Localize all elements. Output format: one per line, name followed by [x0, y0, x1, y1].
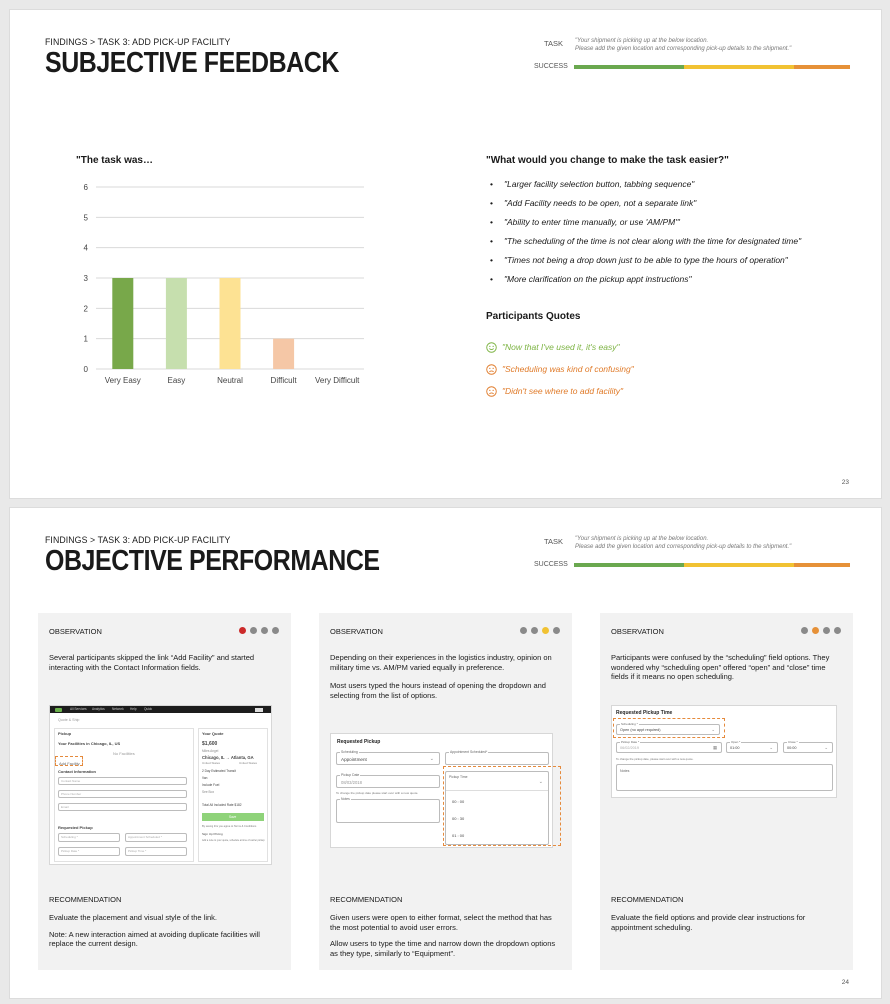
close-time-select[interactable]	[783, 742, 833, 753]
paragraph: Evaluate the placement and visual style of the link.	[49, 913, 218, 922]
field-label: Pickup Date	[341, 773, 360, 777]
recommendation-label: RECOMMENDATION	[330, 895, 403, 904]
suggestion-text: "More clarification on the pickup appt instructions"	[504, 274, 692, 284]
success-label: SUCCESS	[534, 561, 568, 568]
slide-title: SUBJECTIVE FEEDBACK	[45, 47, 339, 79]
field-label: Scheduling	[341, 750, 358, 754]
quote-panel	[198, 728, 268, 862]
y-tick-label: 5	[83, 213, 88, 223]
y-tick-label: 3	[83, 274, 88, 283]
field-label: Phone Number	[61, 792, 82, 796]
field-label: Appointment Scheduled *	[128, 835, 162, 839]
save-button[interactable]	[202, 813, 264, 821]
task-line: "Your shipment is picking up at the below location.	[575, 38, 709, 44]
paragraph: Several participants skipped the link “Add Facility” and started interacting with the Contact Information fields.	[49, 653, 255, 672]
calendar-icon[interactable]: ▦	[712, 745, 717, 750]
recommendation-text	[611, 913, 843, 939]
list-item	[490, 255, 801, 274]
time-option[interactable]: 01 : 00	[452, 833, 465, 838]
field-value: 08/03/2018	[341, 780, 362, 785]
paragraph: Allow users to type the time and narrow down the dropdown options as they type, similarly to “Equipment”.	[330, 939, 556, 958]
option-item: 2 Day Estimated Transit	[202, 769, 236, 773]
bullet-icon: •	[490, 198, 493, 208]
severity-dot	[272, 627, 279, 634]
observation-text	[49, 653, 281, 681]
recommendation-label: RECOMMENDATION	[611, 895, 684, 904]
bar	[112, 278, 133, 369]
success-bar-segment	[574, 65, 684, 69]
option-item: See Box	[202, 790, 215, 794]
route-country: United States	[239, 761, 258, 765]
bullet-icon: •	[490, 236, 493, 246]
field-label: Open *	[731, 740, 741, 744]
slide-objective-performance	[9, 507, 882, 999]
chevron-down-icon: ⌄	[429, 756, 434, 762]
chart-title: "The task was…	[76, 155, 153, 166]
task-line: Please add the given location and corresponding pick-up details to the shipment."	[575, 46, 792, 52]
severity-dots	[239, 627, 279, 634]
pickup-panel	[54, 728, 194, 862]
list-item	[490, 198, 801, 217]
finding-card	[319, 613, 572, 970]
severity-dot	[520, 627, 527, 634]
suggestion-text: "Add Facility needs to be open, not a separate link"	[504, 198, 697, 208]
terms-text: By saving this you agree to Terms & Conditions	[202, 825, 257, 828]
bar	[220, 278, 241, 369]
severity-dot	[250, 627, 257, 634]
notes-field[interactable]	[616, 764, 833, 791]
bullet-icon: •	[490, 217, 493, 227]
appointment-select[interactable]	[445, 752, 549, 765]
task-label: TASK	[544, 39, 564, 48]
success-bar-segment	[794, 563, 850, 567]
y-tick-label: 4	[83, 243, 88, 253]
helper-text: To change the pickup date, please start over with a new quote.	[616, 757, 694, 761]
contact-heading: Contact Information	[58, 769, 96, 774]
sad-face-icon	[486, 386, 497, 397]
route: Chicago, IL → Atlanta, GA	[202, 755, 254, 760]
option-item: Van	[202, 776, 208, 780]
field-label: Scheduling *	[61, 835, 78, 839]
task-line: Please add the given location and corresponding pick-up details to the shipment."	[575, 544, 792, 550]
y-tick-label: 0	[83, 365, 88, 374]
field-label: Contact Name	[61, 779, 81, 783]
chevron-down-icon: ⌄	[824, 745, 828, 750]
quote-text: "Didn't see where to add facility"	[502, 386, 624, 396]
field-label: Pickup Time *	[128, 849, 147, 853]
severity-dots	[801, 627, 841, 634]
section-title: Requested Pickup Time	[616, 710, 673, 716]
screenshot-quote-ship	[49, 705, 272, 865]
helper-text: To change the pickup date please start over with a new quote.	[336, 791, 419, 795]
pickup-date-field[interactable]	[616, 742, 722, 753]
suggestion-text: "Larger facility selection button, tabbing sequence"	[504, 179, 695, 189]
success-bar-segment	[794, 65, 850, 69]
bullet-icon: •	[490, 274, 493, 284]
field-label: Notes	[620, 769, 630, 773]
field-label: Scheduling *	[621, 722, 638, 726]
page-number: 24	[841, 979, 849, 986]
highlight-box	[443, 766, 561, 846]
severity-dot	[261, 627, 268, 634]
breadcrumb: FINDINGS > TASK 3: ADD PICK-UP FACILITY	[45, 37, 231, 48]
bar	[166, 278, 187, 369]
x-tick-label: Very Difficult	[315, 376, 360, 385]
x-tick-label: Neutral	[217, 376, 243, 385]
paragraph: Participants were confused by the “scheduling” field options. They wondered why “scheduling open” offered “open” and “close” time fields if it means no open scheduling.	[611, 653, 830, 681]
quote-price: $1,600	[202, 741, 218, 747]
task-label: TASK	[544, 537, 564, 546]
appointment-select[interactable]	[125, 833, 187, 842]
severity-dot	[812, 627, 819, 634]
success-label: SUCCESS	[534, 63, 568, 70]
bullet-icon: •	[490, 255, 493, 265]
observation-label: OBSERVATION	[330, 627, 383, 636]
panel-title: Pickup	[58, 731, 72, 736]
total-rate: Total All Included Rate $182	[202, 803, 242, 807]
recommendation-text	[330, 913, 562, 965]
field-label: Pickup Time	[449, 775, 468, 779]
field-label: Close *	[788, 740, 798, 744]
scheduling-select[interactable]	[336, 752, 440, 765]
facilities-heading: Your Facilities in Chicago, IL, US	[58, 741, 121, 746]
list-item	[490, 274, 801, 293]
section-title: Requested Pickup	[337, 739, 381, 745]
notes-field[interactable]	[336, 799, 440, 823]
route-country: United States	[202, 761, 221, 765]
field-label: Pickup Date *	[621, 740, 640, 744]
suggestion-text: "Times not being a drop down just to be able to type the hours of operation"	[504, 255, 788, 265]
quote-item	[486, 380, 634, 402]
bar-chart	[70, 173, 370, 398]
finding-card	[600, 613, 853, 970]
severity-dot	[553, 627, 560, 634]
contact-name-field[interactable]	[58, 777, 187, 785]
severity-dot	[542, 627, 549, 634]
helper-text: Add a note to your quote, schedule at time of carrier pickup	[202, 839, 265, 842]
time-option[interactable]: 00 : 00	[452, 799, 465, 804]
highlight-box	[55, 756, 83, 766]
scheduling-select[interactable]	[58, 833, 120, 842]
severity-dot	[823, 627, 830, 634]
x-tick-label: Very Easy	[104, 376, 141, 385]
quote-item	[486, 358, 634, 380]
severity-dot	[239, 627, 246, 634]
severity-dots	[520, 627, 560, 634]
suggestion-text: "Ability to enter time manually, or use 'AM/PM'"	[504, 217, 680, 227]
success-bar-segment	[684, 563, 794, 567]
field-label: Appointment Scheduled*	[450, 750, 488, 754]
success-bar-segment	[574, 563, 684, 567]
y-tick-label: 6	[83, 183, 88, 192]
paragraph: Evaluate the field options and provide clear instructions for appointment scheduling.	[611, 913, 806, 932]
quote-text: "Scheduling was kind of confusing"	[502, 364, 634, 374]
observation-label: OBSERVATION	[611, 627, 664, 636]
field-label: Email	[61, 805, 69, 809]
slide-title: OBJECTIVE PERFORMANCE	[45, 545, 380, 577]
task-line: "Your shipment is picking up at the below location.	[575, 536, 709, 542]
observation-label: OBSERVATION	[49, 627, 102, 636]
chevron-down-icon: ⌄	[538, 779, 543, 785]
y-tick-label: 2	[83, 304, 88, 314]
finding-card	[38, 613, 291, 970]
pickup-time-field[interactable]	[125, 847, 187, 856]
x-tick-label: Easy	[167, 376, 186, 385]
pickup-date-field[interactable]	[336, 775, 440, 788]
highlight-box	[613, 718, 725, 738]
observation-text	[330, 653, 562, 709]
recommendation-label: RECOMMENDATION	[49, 895, 122, 904]
add-facility-link[interactable]: Add Facility	[59, 761, 80, 766]
severity-dot	[801, 627, 808, 634]
menu-item[interactable]: Network	[112, 707, 124, 711]
quotes-list	[486, 336, 634, 402]
page-number: 23	[841, 479, 849, 486]
empty-state: No Facilities	[113, 751, 135, 756]
list-item	[490, 217, 801, 236]
chevron-down-icon: ⌄	[769, 745, 773, 750]
route-subtitle: Miles Angel	[202, 749, 219, 753]
time-option[interactable]: 00 : 30	[452, 816, 465, 821]
menu-item[interactable]: Analytics	[92, 707, 105, 711]
observation-text	[611, 653, 843, 691]
menu-item[interactable]: All Services	[70, 707, 87, 711]
field-label: Pickup Date *	[61, 849, 80, 853]
slide-subjective-feedback	[9, 9, 882, 499]
top-nav-bar	[50, 706, 271, 713]
requested-pickup-heading: Requested Pickup	[58, 825, 93, 830]
menu-item[interactable]: Quick	[144, 707, 153, 711]
y-tick-label: 1	[83, 334, 88, 344]
severity-dot	[531, 627, 538, 634]
recommendation-text	[49, 913, 281, 956]
logo-icon	[55, 708, 62, 712]
suggestion-list	[490, 179, 801, 293]
menu-item[interactable]: Help	[130, 707, 137, 711]
x-tick-label: Difficult	[270, 376, 297, 385]
bar	[273, 339, 294, 369]
page-title: Quote & Ship	[58, 718, 80, 722]
question-heading: "What would you change to make the task easier?"	[486, 155, 729, 166]
screenshot-pickup-time	[611, 705, 837, 798]
paragraph: Given users were open to either format, select the method that has the most potential to avoid user errors.	[330, 913, 552, 932]
paragraph: Depending on their experiences in the logistics industry, opinion on military time vs. AM/PM varied equally in preference.	[330, 653, 552, 672]
quotes-heading: Participants Quotes	[486, 311, 581, 322]
pickup-date-field[interactable]	[58, 847, 120, 856]
happy-face-icon	[486, 342, 497, 353]
suggestion-text: "The scheduling of the time is not clear along with the time for designated time"	[504, 236, 802, 246]
severity-dot	[834, 627, 841, 634]
quote-text: "Now that I've used it, it's easy"	[502, 342, 620, 352]
quote-item	[486, 336, 634, 358]
paragraph: Note: A new interaction aimed at avoiding duplicate facilities will replace the current design.	[49, 929, 260, 948]
signup-link[interactable]: Sign Up Pricing	[202, 832, 223, 836]
list-item	[490, 179, 801, 198]
breadcrumb: FINDINGS > TASK 3: ADD PICK-UP FACILITY	[45, 535, 231, 546]
field-value: 06/02/2019	[620, 746, 640, 750]
field-label: Notes	[341, 797, 350, 801]
chevron-down-icon: ⌄	[711, 727, 715, 732]
task-description	[575, 37, 791, 53]
sad-face-icon	[486, 364, 497, 375]
option-item: Include Fuel	[202, 783, 220, 787]
paragraph: Most users typed the hours instead of opening the dropdown and selecting from the list of options.	[330, 681, 546, 700]
task-description	[575, 535, 791, 551]
email-field[interactable]	[58, 803, 187, 811]
button-label: Save	[229, 814, 237, 819]
field-value: 01:00	[730, 746, 740, 750]
field-value: 00:00	[787, 746, 797, 750]
list-item	[490, 236, 801, 255]
avatar[interactable]	[255, 708, 263, 712]
open-time-select[interactable]	[726, 742, 778, 753]
panel-title: Your Quote	[202, 731, 224, 736]
field-value: Appointment	[341, 757, 367, 762]
success-bar	[574, 65, 850, 69]
success-bar	[574, 563, 850, 567]
success-bar-segment	[684, 65, 794, 69]
bullet-icon: •	[490, 179, 493, 189]
phone-field[interactable]	[58, 790, 187, 798]
field-value: Open (no appt required)	[620, 728, 661, 732]
